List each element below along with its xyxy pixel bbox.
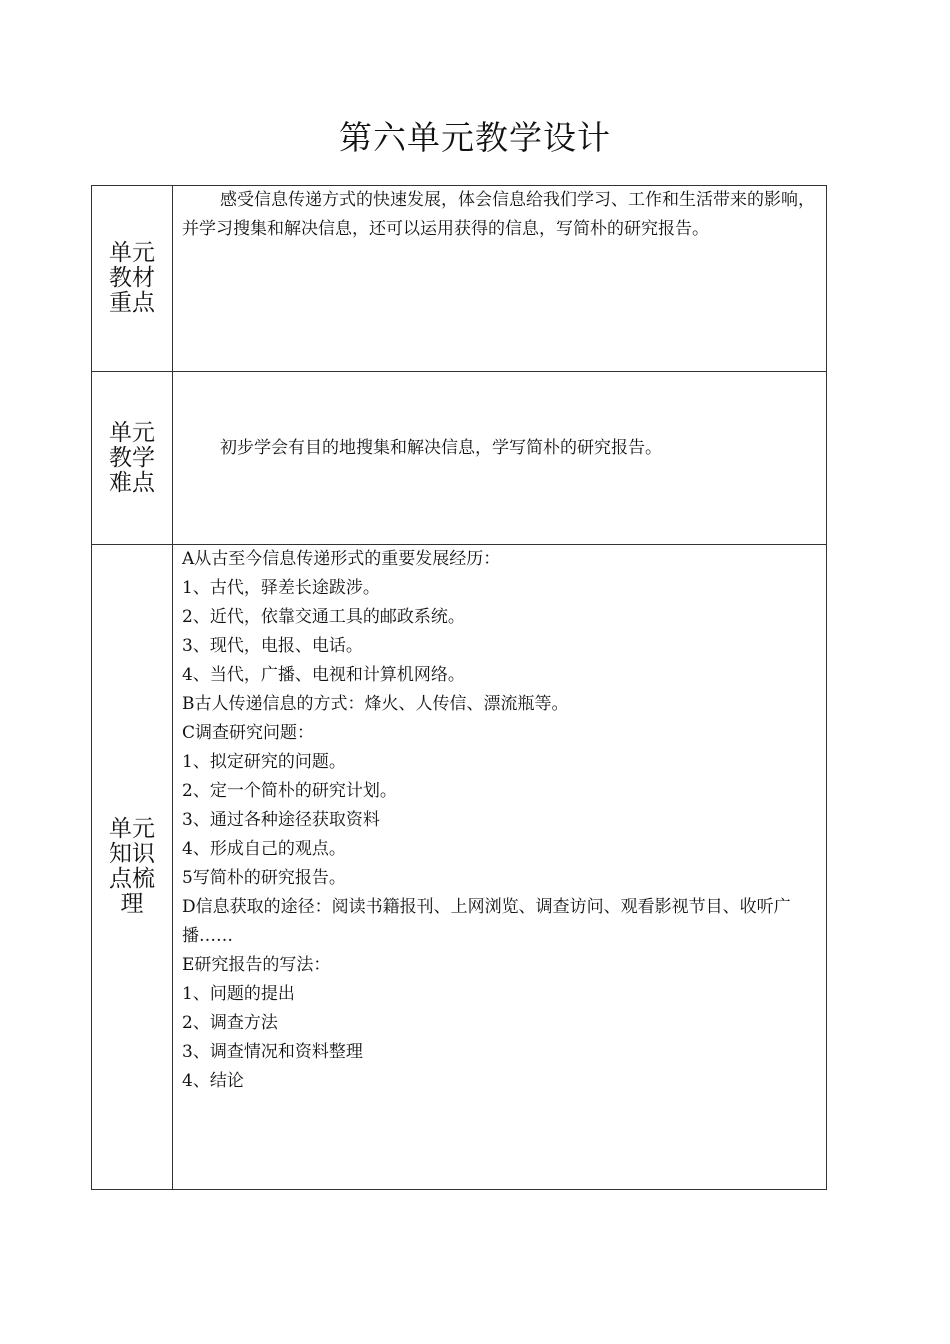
- row-label: [92, 372, 173, 545]
- list-item: 3、现代，电报、电话。: [182, 636, 363, 656]
- list-item: 4、结论: [182, 1071, 244, 1091]
- list-item: E研究报告的写法：: [182, 955, 331, 975]
- list-item: 5写简朴的研究报告。: [182, 868, 346, 888]
- list-item: 3、通过各种途径获取资料: [182, 810, 380, 830]
- paragraph: 感受信息传递方式的快速发展，体会信息给我们学习、工作和生活带来的影响，并学习搜集和解决信息，还可以运用获得的信息，写简朴的研究报告。: [182, 190, 815, 239]
- list-item: 1、拟定研究的问题。: [182, 752, 346, 772]
- list-item: 4、当代，广播、电视和计算机网络。: [182, 665, 465, 685]
- row-label-text: 单元教材重点: [109, 240, 155, 316]
- table-row: [92, 372, 827, 545]
- list-item: B古人传递信息的方式：烽火、人传信、漂流瓶等。: [182, 694, 569, 714]
- list-item: 2、近代，依靠交通工具的邮政系统。: [182, 607, 465, 627]
- list-item: 1、古代，驿差长途跋涉。: [182, 578, 380, 598]
- row-label-text: 单元教学难点: [109, 419, 155, 496]
- list-item: 3、调查情况和资料整理: [182, 1042, 363, 1062]
- table-row: [92, 545, 827, 1190]
- list-item: 1、问题的提出: [182, 984, 295, 1004]
- paragraph: 初步学会有目的地搜集和解决信息，学写简朴的研究报告。: [220, 438, 662, 458]
- table-row: [92, 186, 827, 372]
- list-item: 4、形成自己的观点。: [182, 839, 346, 859]
- design-table: [91, 185, 827, 1190]
- row-label: [92, 545, 173, 1190]
- list-item: C调查研究问题：: [182, 723, 315, 743]
- row-content: [173, 372, 827, 545]
- row-content: [173, 186, 827, 372]
- document-title: 第六单元教学设计: [339, 118, 611, 157]
- row-label-text: 单元知识点梳理: [109, 816, 155, 917]
- list-item: 2、调查方法: [182, 1013, 278, 1033]
- list-item: 2、定一个简朴的研究计划。: [182, 781, 397, 801]
- list-item: A从古至今信息传递形式的重要发展经历：: [182, 549, 501, 569]
- list-item: D信息获取的途径：阅读书籍报刊、上网浏览、调查访问、观看影视节目、收听广播……: [182, 897, 791, 946]
- knowledge-list: [182, 545, 818, 1096]
- row-label: [92, 186, 173, 372]
- row-content: [173, 545, 827, 1190]
